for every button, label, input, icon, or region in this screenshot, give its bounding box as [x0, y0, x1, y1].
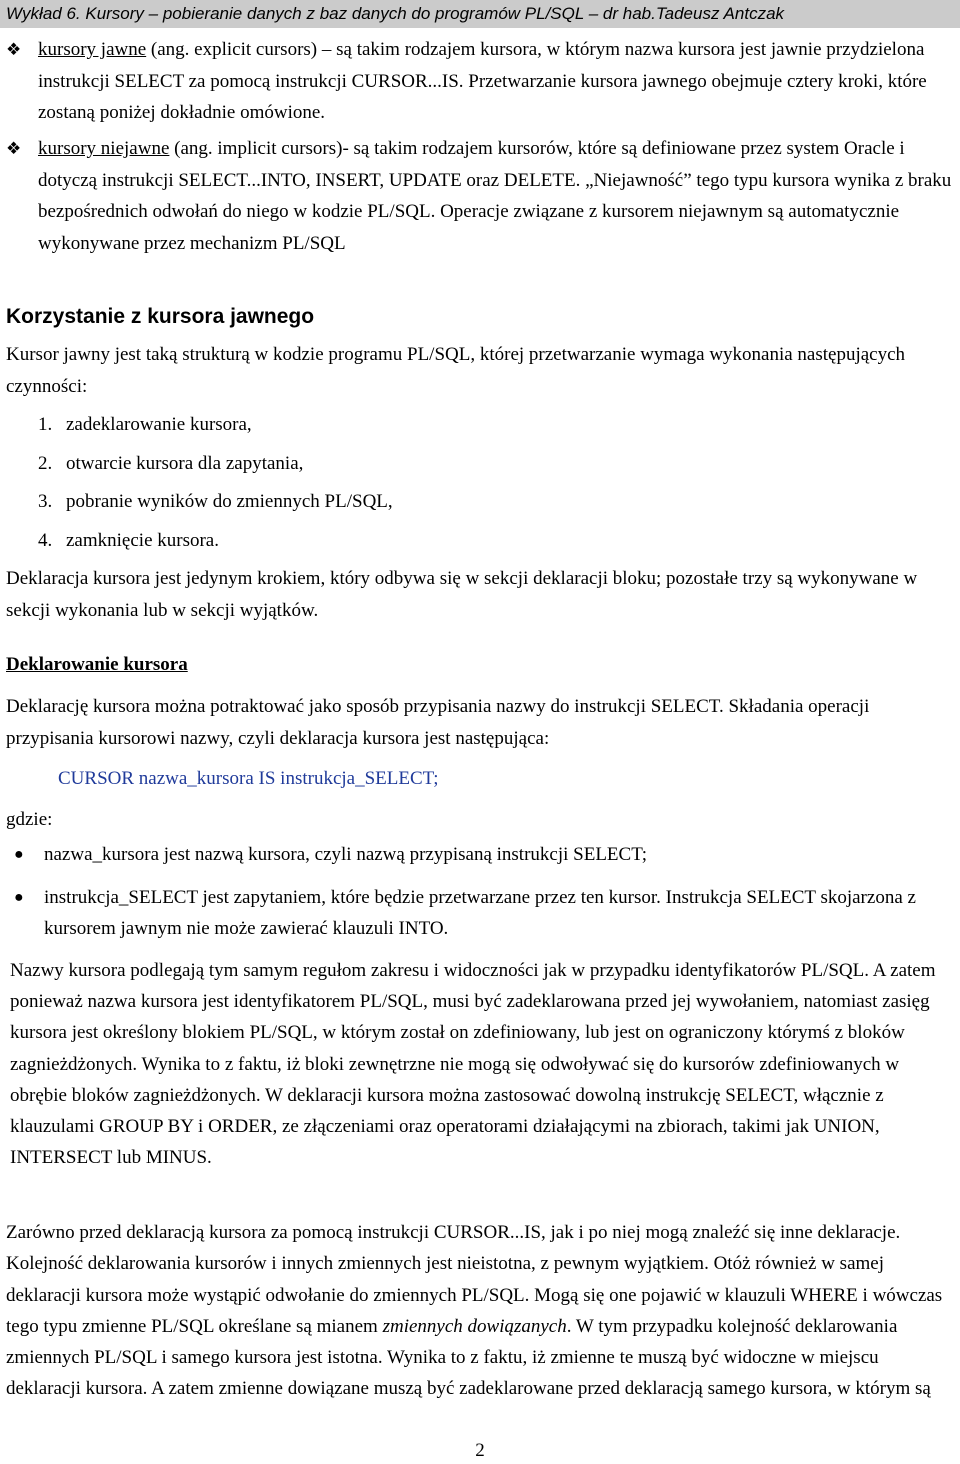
bullet-text: [38, 133, 952, 259]
order-paragraph: Zarówno przed deklaracją kursora za pomocą instrukcji CURSOR...IS, jak i po niej mogą znaleźć się inne deklaracje. Kolejność deklarowania kursorów i innych zmiennych jest nieistotna, z pewnym wyjątkiem. Otóż również w samej deklaracji kursora może wystąpić odwołanie do zmiennych PL/SQL. Mogą się one pojawić w klauzuli WHERE i wówczas tego typu zmienne PL/SQL określane są mianem zmiennych dowiązanych. W tym przypadku kolejność deklarowania zmiennych PL/SQL i samego kursora jest istotna. Wynika to z faktu, iż zmienne te muszą być widoczne w miejscu deklaracji kursora. A zatem zmienne dowiązane muszą być zadeklarowane przed deklaracją samego kursora, w którym są: [6, 1222, 943, 1400]
list-item: 2. otwarcie kursora dla zapytania,: [38, 452, 304, 474]
emphasis-bound-variables: zmiennych dowiązanych: [382, 1315, 567, 1337]
scope-paragraph: Nazwy kursora podlegają tym samym regułom zakresu i widoczności jak w przypadku identyfikatorów PL/SQL. A zatem ponieważ nazwa kursora jest identyfikatorem PL/SQL, musi być zadeklarowana przed jej wywołaniem, natomiast zasięg kursora jest określony blokiem PL/SQL, w którym został on zdefiniowany, lub jest on ograniczony którymś z bloków zagnieżdżonych. Wynika to z faktu, iż bloki zewnętrzne nie mogą się odwoływać się do kursorów zdefiniowanych w obrębie bloków zagnieżdżonych. W deklaracji kursora można zastosować dowolną instrukcję SELECT, włącznie z klauzulami GROUP BY i ORDER, ze złączeniami oraz operatorami działającymi na zbiorach, takimi jak UNION, INTERSECT lub MINUS.: [10, 960, 936, 1169]
section1-intro: Kursor jawny jest taką strukturą w kodzie programu PL/SQL, której przetwarzanie wymaga wykonania następujących czynności:: [6, 344, 906, 397]
list-item: 4. zamknięcie kursora.: [38, 529, 219, 551]
term-explicit: kursory jawne: [38, 39, 147, 60]
bullet-dot-icon: ●: [14, 889, 24, 906]
bullet-explicit-body: (ang. explicit cursors) – są takim rodzajem kursora, w którym nazwa kursora jest jawnie przydzielona instrukcji SELECT za pomocą instrukcji CURSOR...IS. Przetwarzanie kursora jawnego obejmuje cztery kroki, które zostaną poniżej dokładnie omówione.: [38, 39, 927, 123]
definition-text: instrukcja_SELECT jest zapytaniem, które będzie przetwarzane przez ten kursor. Instrukcja SELECT skojarzona z kursorem jawnym nie może zawierać klauzuli INTO.: [44, 887, 916, 939]
diamond-bullet-icon: ❖: [6, 40, 22, 59]
list-item: 3. pobranie wyników do zmiennych PL/SQL,: [38, 491, 393, 512]
section-heading-declaring: Deklarowanie kursora: [6, 654, 188, 675]
list-item: 1. zadeklarowanie kursora,: [38, 414, 252, 435]
section2-intro: Deklarację kursora można potraktować jako sposób przypisania nazwy do instrukcji SELECT. Składania operacji przypisania kursorowi nazwy, czyli deklaracja kursora jest następująca:: [6, 696, 870, 749]
page-header: Wykład 6. Kursory – pobieranie danych z baz danych do programów PL/SQL – dr hab.Tadeusz Antczak: [0, 0, 960, 28]
where-label: gdzie:: [6, 809, 53, 830]
syntax-code: CURSOR nazwa_kursora IS instrukcja_SELECT;: [58, 768, 439, 789]
bullet-dot-icon: ●: [14, 846, 24, 863]
section1-after: Deklaracja kursora jest jedynym krokiem, który odbywa się w sekcji deklaracji bloku; pozostałe trzy są wykonywane w sekcji wykonania lub w sekcji wyjątków.: [6, 568, 918, 621]
definition-text: nazwa_kursora jest nazwą kursora, czyli nazwą przypisaną instrukcji SELECT;: [44, 844, 648, 865]
page-number: 2: [475, 1440, 485, 1461]
steps-list: [38, 406, 938, 560]
term-implicit: kursory niejawne: [38, 138, 170, 159]
bullet-text: [38, 34, 952, 129]
diamond-bullet-icon: ❖: [6, 139, 22, 158]
bullet-implicit-body: (ang. implicit cursors)- są takim rodzajem kursorów, które są definiowane przez system Oracle i dotyczą instrukcji SELECT...INTO, INSERT, UPDATE oraz DELETE. „Niejawność” tego typu kursora wynika z braku bezpośrednich odwołań do niego w kodzie PL/SQL. Operacje związane z kursorem niejawnym są automatycznie wykonywane przez mechanizm PL/SQL: [38, 138, 952, 254]
section-heading-explicit: Korzystanie z kursora jawnego: [6, 305, 315, 328]
